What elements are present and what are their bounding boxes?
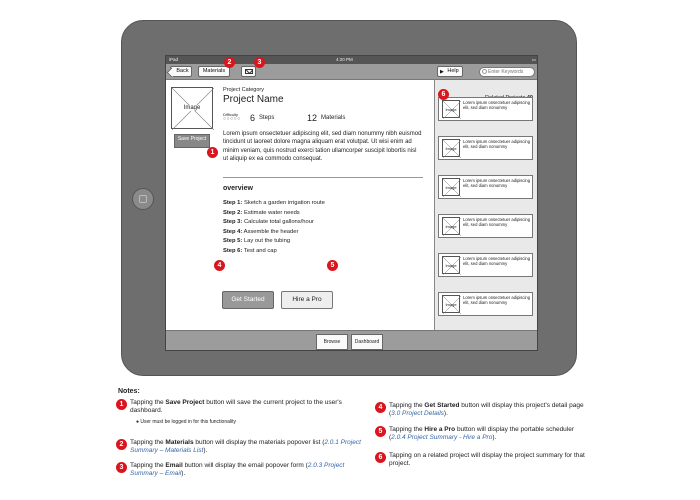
app-screen — [165, 55, 538, 351]
divider — [223, 177, 423, 178]
bottom-tab-bar — [166, 330, 538, 351]
step-text: Test and cap — [243, 247, 277, 254]
note-bold: Hire a Pro — [424, 426, 456, 433]
note-marker: 1 — [116, 399, 127, 410]
back-button[interactable]: Back — [170, 66, 192, 77]
note-text: Tapping on a related project will display the project summary for that project. — [389, 452, 585, 467]
image-label: Image — [445, 107, 457, 112]
image-label: Image — [445, 263, 457, 268]
note-text: Tapping the — [130, 399, 166, 406]
note-3 — [116, 462, 366, 478]
project-category: Project Category — [223, 87, 264, 93]
home-square-icon — [139, 195, 147, 203]
note-subpoint: ● User must be logged in for this functionality — [136, 419, 237, 425]
step-label: Step 6: — [223, 247, 243, 254]
difficulty-rating: ○○○○○ — [223, 116, 241, 122]
image-label: Image — [445, 302, 457, 307]
materials-label: Materials — [321, 115, 346, 121]
step-text: Estimate water needs — [243, 209, 300, 216]
step-label: Step 5: — [223, 238, 243, 245]
note-marker: 6 — [375, 452, 386, 463]
related-project-text: Lorem ipsum onsectetuer adipiscing elit, sed diam nonummy — [463, 100, 531, 110]
project-description: Lorem ipsum onsectetuer adipiscing elit, sed diam nonummy nibh euismod tincidunt ut laoreet dolore magna aliquam erat volutpat. Ut wisi enim ad minim veniam, quis nostrud exerci tation ullamcorper suscipit lobortis nisl ut aliquip ex ea commodo consequat. — [223, 131, 422, 163]
note-text: Tapping the — [389, 426, 425, 433]
related-project-image — [442, 256, 460, 274]
related-project-text: Lorem ipsum onsectetuer adipiscing elit, sed diam nonummy — [463, 256, 531, 266]
step-text: Sketch a garden irrigation route — [243, 200, 325, 206]
note-text: ). — [181, 470, 186, 477]
related-project-text: Lorem ipsum onsectetuer adipiscing elit, sed diam nonummy — [463, 178, 531, 188]
note-marker: 4 — [375, 402, 386, 413]
callout-marker: 6 — [438, 89, 449, 100]
step-item — [223, 228, 325, 238]
step-item — [223, 209, 325, 219]
note-4 — [375, 402, 585, 418]
note-bold: Email — [165, 462, 183, 469]
related-project-image — [442, 295, 460, 313]
note-6 — [375, 452, 585, 468]
related-project-image — [442, 139, 460, 157]
note-text: button will display the portable scheduler ( — [389, 426, 575, 441]
image-label: Image — [183, 105, 201, 111]
email-button[interactable] — [241, 66, 256, 77]
step-item — [223, 237, 325, 247]
note-text: Tapping the — [130, 439, 166, 446]
related-project-item[interactable] — [438, 214, 533, 238]
overview-title: overview — [223, 185, 253, 192]
note-text: ). — [203, 447, 208, 454]
related-project-item[interactable] — [438, 175, 533, 199]
related-project-text: Lorem ipsum onsectetuer adipiscing elit, sed diam nonummy — [463, 217, 531, 227]
note-text: button will save the current project to the user's dashboard. — [130, 399, 342, 414]
tab-dashboard[interactable]: Dashboard — [351, 334, 383, 350]
step-text: Lay out the tubing — [243, 238, 291, 245]
home-button[interactable] — [132, 188, 154, 210]
note-marker: 5 — [375, 426, 386, 437]
related-project-image — [442, 100, 460, 118]
callout-marker: 2 — [224, 57, 235, 68]
steps-label: Steps — [259, 115, 275, 121]
related-project-image — [442, 217, 460, 235]
steps-list — [223, 199, 325, 257]
callout-marker: 3 — [254, 57, 265, 68]
help-label: Help — [447, 68, 459, 74]
callout-marker: 5 — [327, 260, 338, 271]
image-label: Image — [445, 224, 457, 229]
note-2 — [116, 439, 366, 455]
project-main — [166, 80, 434, 330]
step-label: Step 4: — [223, 228, 243, 235]
note-marker: 2 — [116, 439, 127, 450]
step-item — [223, 218, 325, 228]
note-text: Tapping the — [130, 462, 166, 469]
related-project-image — [442, 178, 460, 196]
device-name: iPad — [169, 57, 179, 62]
note-1 — [116, 399, 366, 426]
search-icon — [482, 69, 487, 74]
steps-count: 6 — [250, 113, 256, 123]
save-project-button[interactable]: Save Project — [174, 134, 210, 148]
notes-title: Notes: — [118, 388, 140, 395]
related-project-item[interactable] — [438, 253, 533, 277]
search-input[interactable] — [479, 67, 535, 77]
note-link[interactable]: 2.0.3 Project Summary – Email — [130, 462, 345, 477]
note-link[interactable]: 3.0 Project Details — [391, 410, 444, 417]
envelope-icon — [245, 69, 253, 74]
step-item — [223, 247, 325, 257]
note-text: Tapping the — [389, 402, 425, 409]
tab-browse[interactable]: Browse — [316, 334, 348, 350]
get-started-button[interactable]: Get Started — [222, 291, 274, 309]
related-project-text: Lorem ipsum onsectetuer adipiscing elit, sed diam nonummy — [463, 295, 531, 305]
image-label: Image — [445, 185, 457, 190]
related-projects-sidebar — [434, 80, 538, 330]
related-project-item[interactable] — [438, 136, 533, 160]
note-marker: 3 — [116, 462, 127, 473]
related-project-item[interactable] — [438, 97, 533, 121]
help-button[interactable] — [437, 66, 463, 77]
project-image — [171, 87, 213, 129]
note-bold: Save Project — [165, 399, 205, 406]
battery-icon: ▭ — [531, 57, 536, 62]
note-bold: Materials — [165, 439, 194, 446]
note-5 — [375, 426, 585, 442]
callout-marker: 1 — [207, 147, 218, 158]
note-bold: Get Started — [424, 402, 460, 409]
step-text: Assemble the header — [243, 228, 299, 235]
play-icon: ▶ — [440, 69, 444, 75]
note-link[interactable]: 2.0.4 Project Summary - Hire a Pro — [391, 434, 493, 441]
callout-marker: 4 — [214, 260, 225, 271]
note-text: button will display this project's detail page ( — [389, 402, 584, 417]
note-link[interactable]: 2.0.1 Project Summary – Materials List — [130, 439, 361, 454]
step-text: Calculate total gallons/hour — [243, 219, 314, 226]
note-text: button will display the email popover form ( — [182, 462, 308, 469]
step-label: Step 3: — [223, 219, 243, 226]
note-text: ). — [492, 434, 497, 441]
related-project-item[interactable] — [438, 292, 533, 316]
materials-button[interactable]: Materials — [198, 66, 230, 77]
image-label: Image — [445, 146, 457, 151]
difficulty-label: Difficulty — [223, 112, 239, 117]
project-name: Project Name — [223, 94, 284, 105]
hire-a-pro-button[interactable]: Hire a Pro — [281, 291, 333, 309]
step-item — [223, 199, 325, 209]
note-text: button will display the materials popover list ( — [193, 439, 325, 446]
step-label: Step 1: — [223, 200, 243, 206]
nav-bar — [166, 64, 538, 80]
status-bar — [166, 56, 538, 64]
status-time: 4:20 PM — [336, 57, 353, 62]
related-project-text: Lorem ipsum onsectetuer adipiscing elit, sed diam nonummy — [463, 139, 531, 149]
step-label: Step 2: — [223, 209, 243, 216]
materials-count: 12 — [307, 113, 318, 123]
note-text: ). — [443, 410, 448, 417]
